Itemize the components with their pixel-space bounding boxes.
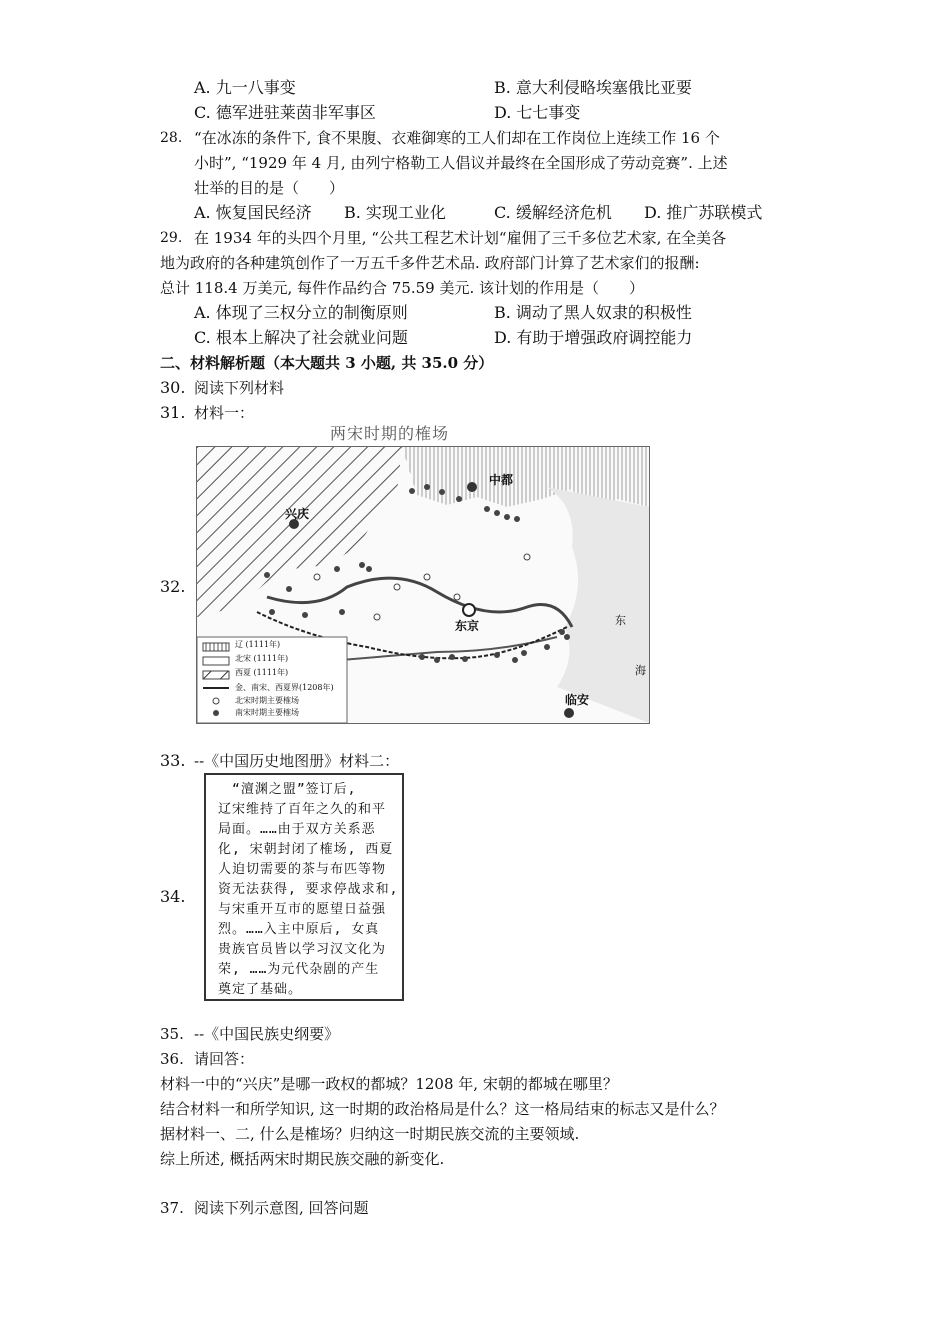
question-line-1: 材料一中的“兴庆”是哪一政权的都城？1208 年, 宋朝的都城在哪里？ [160, 1075, 618, 1093]
q28-option-b: B. 实现工业化 [344, 203, 446, 222]
historical-map [196, 446, 650, 724]
material-two-box [204, 773, 404, 1001]
q29-stem-line3: 总计 118.4 万美元, 每件作品约合 75.59 美元. 该计划的作用是（ ） [160, 279, 645, 297]
q28-option-d: D. 推广苏联模式 [644, 203, 763, 222]
q28-option-a: A. 恢复国民经济 [194, 203, 312, 222]
q29-option-a: A. 体现了三权分立的制衡原则 [194, 303, 408, 322]
q27-option-c: C. 德军进驻莱茵非军事区 [194, 103, 376, 122]
legend-xixia: 西夏 (1111年) [235, 668, 289, 677]
question-line-3: 据材料一、二, 什么是榷场？归纳这一时期民族交流的主要领域. [160, 1125, 580, 1143]
q29-stem-line1: 在 1934 年的头四个月里, “公共工程艺术计划“雇佣了三千多位艺术家, 在全美各 [194, 229, 727, 247]
question-line-2: 结合材料一和所学知识, 这一时期的政治格局是什么？这一格局结束的标志又是什么？ [160, 1100, 725, 1118]
map-label-dongjing: 东京 [455, 619, 480, 633]
q28-stem-line2: 小时”, “1929 年 4 月, 由列宁格勒工人倡议并最终在全国形成了劳动竞赛”. 上述 [194, 154, 728, 172]
legend-southern-song-markets: 南宋时期主要榷场 [235, 708, 299, 717]
material-line: 奠定了基础。 [218, 982, 303, 997]
q28-number: 28. [160, 130, 183, 146]
material-line: 局面。……由于双方关系恶 [218, 822, 376, 837]
item-36-text: 请回答： [194, 1050, 255, 1068]
item-30-text: 阅读下列材料 [194, 379, 285, 397]
q29-stem-line2: 地为政府的各种建筑创作了一万五千多件艺术品. 政府部门计算了艺术家们的报酬: [160, 254, 700, 272]
material-line: 与宋重开互市的愿望日益强 [218, 902, 387, 917]
material-line: 化, 宋朝封闭了榷场, 西夏 [218, 842, 394, 857]
legend-liao: 辽 (1111年) [235, 640, 281, 649]
map-label-linan: 临安 [565, 693, 590, 707]
legend-boundary-1208: 金、南宋、西夏界(1208年) [235, 683, 334, 692]
q29-option-c: C. 根本上解决了社会就业问题 [194, 328, 408, 347]
q29-number: 29. [160, 230, 183, 246]
item-31-number: 31. [160, 403, 186, 422]
q27-option-b: B. 意大利侵略埃塞俄比亚要 [494, 78, 692, 97]
material-line: 荣, ……为元代杂剧的产生 [218, 962, 380, 977]
material-line: 辽宋维持了百年之久的和平 [218, 802, 387, 817]
map-label-xingqing: 兴庆 [285, 507, 310, 521]
map-label-zhongdu: 中都 [489, 473, 514, 487]
material-line: “澶渊之盟”签订后, [218, 782, 357, 797]
item-32-number: 32. [160, 577, 186, 596]
map-title: 两宋时期的榷场 [330, 424, 450, 443]
q28-stem-line3: 壮举的目的是（ ） [194, 179, 345, 197]
item-36-number: 36. [160, 1050, 184, 1068]
item-37-number: 37. [160, 1199, 184, 1217]
q29-option-d: D. 有助于增强政府调控能力 [494, 328, 693, 347]
q27-option-d: D. 七七事变 [494, 103, 581, 122]
item-30-number: 30. [160, 378, 186, 397]
q28-option-c: C. 缓解经济危机 [494, 203, 612, 222]
item-31-text: 材料一： [194, 404, 255, 422]
material-line: 人迫切需要的茶与布匹等物 [218, 862, 387, 877]
item-37-text: 阅读下列示意图, 回答问题 [194, 1199, 369, 1217]
question-line-4: 综上所述, 概括两宋时期民族交融的新变化. [160, 1150, 445, 1168]
item-33-number: 33. [160, 751, 186, 770]
section-2-heading: 二、材料解析题（本大题共 3 小题, 共 35.0 分） [160, 354, 494, 372]
item-34-number: 34. [160, 887, 186, 906]
q28-stem-line1: “在冰冻的条件下, 食不果腹、衣难御寒的工人们却在工作岗位上连续工作 16 个 [194, 129, 720, 147]
material-line: 资无法获得, 要求停战求和, [218, 882, 399, 897]
legend-northern-song: 北宋 (1111年) [235, 654, 289, 663]
legend-northern-song-markets: 北宋时期主要榷场 [235, 696, 299, 705]
item-33-text: --《中国历史地图册》材料二： [194, 752, 400, 770]
map-label-hai: 海 [635, 664, 646, 677]
map-label-dong: 东 [615, 614, 626, 627]
material-line: 烈。……入主中原后, 女真 [218, 922, 380, 937]
q27-option-a: A. 九一八事变 [194, 78, 296, 97]
q29-option-b: B. 调动了黑人奴隶的积极性 [494, 303, 692, 322]
material-line: 贵族官员皆以学习汉文化为 [218, 942, 387, 957]
item-35-text: --《中国民族史纲要》 [194, 1025, 340, 1043]
item-35-number: 35. [160, 1025, 184, 1043]
